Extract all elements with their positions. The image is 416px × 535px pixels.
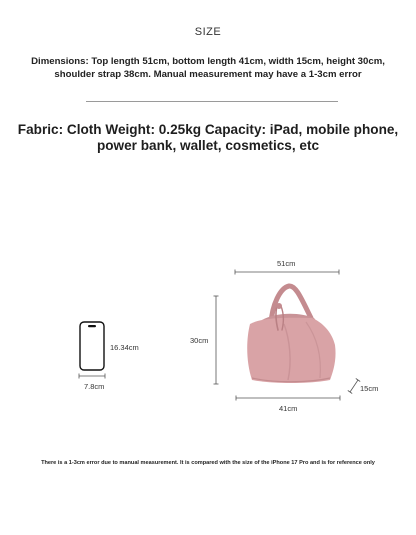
phone-width-dimension (79, 374, 105, 379)
bag-top-label: 51cm (277, 259, 296, 268)
bag-top-dimension (235, 270, 339, 275)
bag-bottom-dimension (236, 396, 340, 401)
phone-icon (80, 322, 104, 370)
footnote: There is a 1-3cm error due to manual measurement. It is compared with the size of the iPhone 17 Pro and is for reference only (41, 460, 375, 466)
dimensions-description: Dimensions: Top length 51cm, bottom length 41cm, width 15cm, height 30cm, shoulder strap 38cm. Manual measurement may have a 1-3cm error (31, 56, 385, 80)
bag-height-label: 30cm (190, 336, 209, 345)
tote-bag-illustration (247, 286, 335, 383)
phone-height-label: 16.34cm (110, 343, 139, 352)
fabric-description: Fabric: Cloth Weight: 0.25kg Capacity: iPad, mobile phone, power bank, wallet, cosmetics, etc (17, 122, 399, 153)
bag-height-dimension (214, 296, 219, 384)
phone-width-label: 7.8cm (84, 382, 105, 391)
bag-depth-label: 15cm (360, 384, 379, 393)
bag-depth-dimension (348, 379, 360, 394)
bag-bottom-label: 41cm (279, 404, 298, 413)
page-title: SIZE (194, 26, 222, 38)
